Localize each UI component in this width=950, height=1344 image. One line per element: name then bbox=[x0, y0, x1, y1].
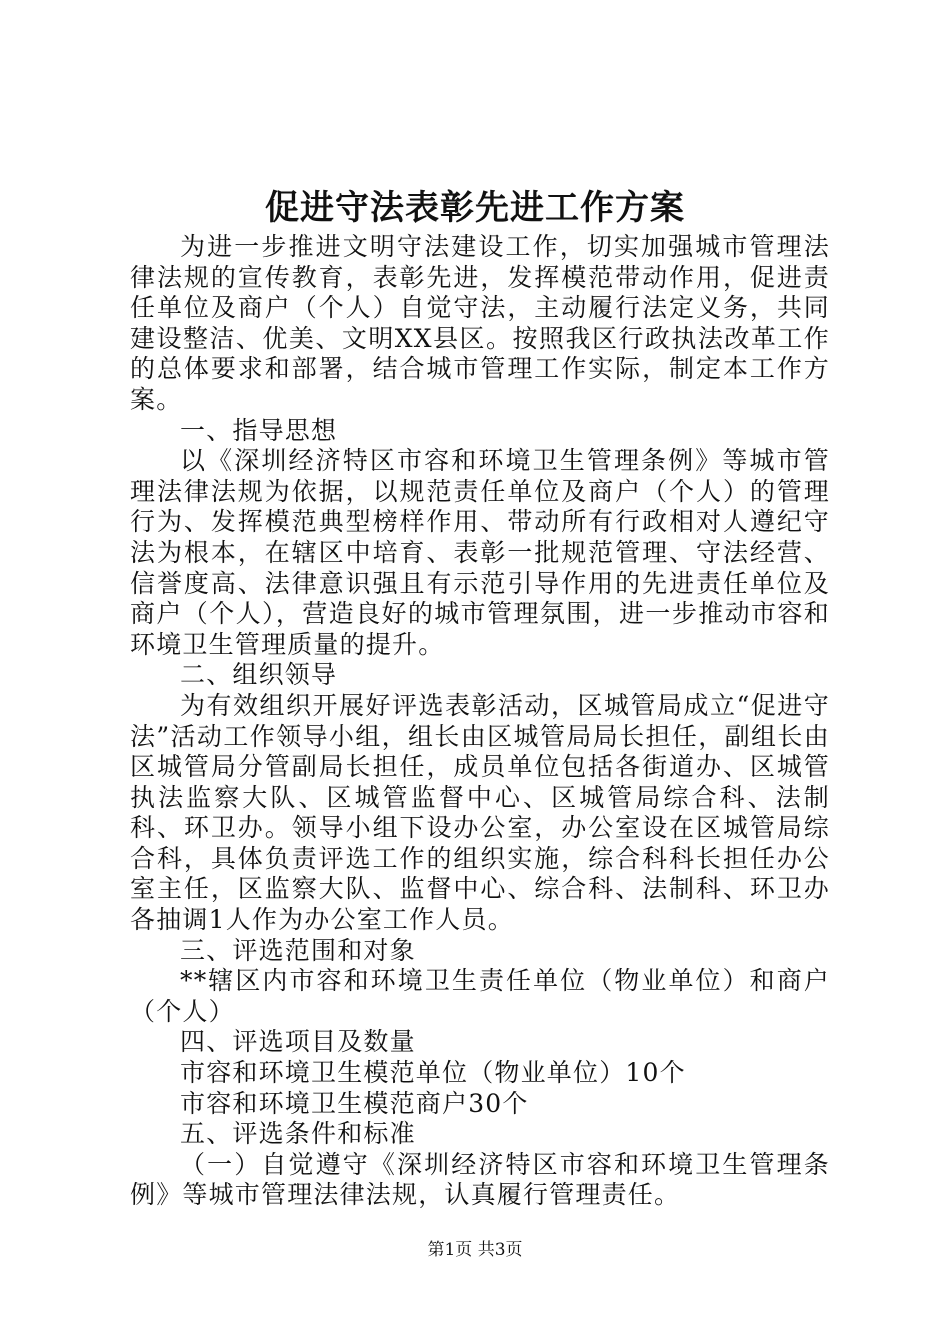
section-heading-guiding-ideology: 一、指导思想 bbox=[180, 415, 338, 445]
section-heading-scope: 三、评选范围和对象 bbox=[180, 935, 416, 965]
intro-paragraph: 为进一步推进文明守法建设工作，切实加强城市管理法律法规的宣传教育，表彰先进，发挥模范带动作用，促进责任单位及商户（个人）自觉守法，主动履行法定义务，共同建设整洁、优美、文明XX县区。按照我区行政执法改革工作的总体要求和部署，结合城市管理工作实际，制定本工作方案。 bbox=[130, 232, 830, 414]
items-line-units: 市容和环境卫生模范单位（物业单位）10个 bbox=[180, 1058, 686, 1088]
section-heading-organization: 二、组织领导 bbox=[180, 660, 338, 690]
document-title: 促进守法表彰先进工作方案 bbox=[265, 188, 685, 228]
scope-paragraph: **辖区内市容和环境卫生责任单位（物业单位）和商户（个人） bbox=[130, 966, 830, 1026]
organization-paragraph: 为有效组织开展好评选表彰活动，区城管局成立“促进守法”活动工作领导小组，组长由区城管局局长担任，副组长由区城管局分管副局长担任，成员单位包括各街道办、区城管执法监察大队、区城管监督中心、区城管局综合科、法制科、环卫办。领导小组下设办公室，办公室设在区城管局综合科，具体负责评选工作的组织实施，综合科科长担任办公室主任，区监察大队、监督中心、综合科、法制科、环卫办各抽调1人作为办公室工作人员。 bbox=[130, 690, 830, 935]
guiding-ideology-paragraph: 以《深圳经济特区市容和环境卫生管理条例》等城市管理法律法规为依据，以规范责任单位及商户（个人）的管理行为、发挥模范典型榜样作用、带动所有行政相对人遵纪守法为根本，在辖区中培育、表彰一批规范管理、守法经营、信誉度高、法律意识强且有示范引导作用的先进责任单位及商户（个人），营造良好的城市管理氛围，进一步推动市容和环境卫生管理质量的提升。 bbox=[130, 446, 830, 659]
page-footer: 第1页 共3页 bbox=[427, 1240, 523, 1260]
document-body bbox=[130, 232, 830, 1211]
items-line-merchants: 市容和环境卫生模范商户30个 bbox=[180, 1088, 529, 1118]
section-heading-items: 四、评选项目及数量 bbox=[180, 1027, 416, 1057]
section-heading-criteria: 五、评选条件和标准 bbox=[180, 1119, 416, 1149]
criteria-item-1: （一）自觉遵守《深圳经济特区市容和环境卫生管理条例》等城市管理法律法规，认真履行管理责任。 bbox=[130, 1149, 830, 1210]
